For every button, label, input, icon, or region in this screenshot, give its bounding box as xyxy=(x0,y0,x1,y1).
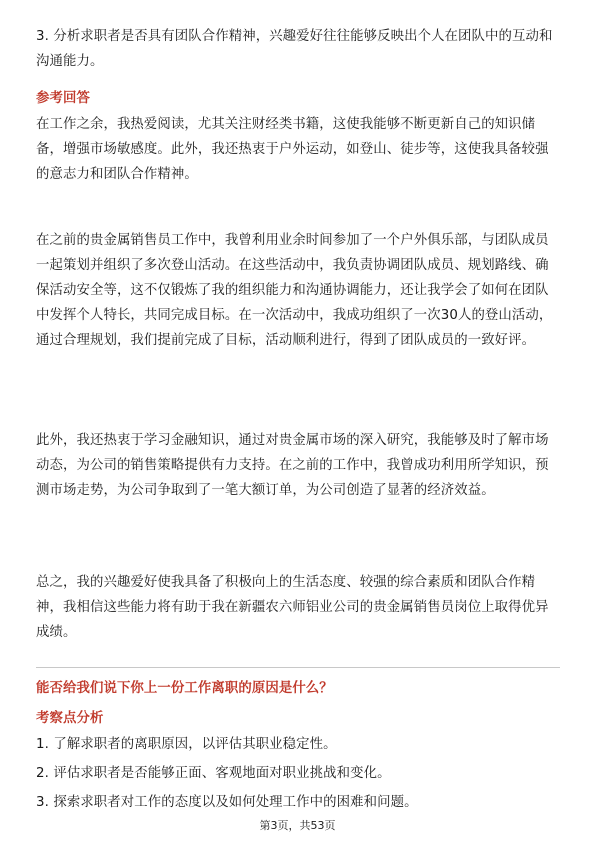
page-number: 第3页，共53页 xyxy=(259,819,336,832)
question-heading: 能否给我们说下你上一份工作离职的原因是什么？ xyxy=(36,681,333,696)
answer-paragraph-3: 此外，我还热衷于学习金融知识，通过对贵金属市场的深入研究，我能够及时了解市场动态，为公司的销售策略提供有力支持。在之前的工作中，我曾成功利用所学知识，预测市场走势，为公司争取到了一笔大额订单，为公司创造了显著的经济效益。 xyxy=(36,433,549,498)
answer-paragraph-1: 在工作之余，我热爱阅读，尤其关注财经类书籍，这使我能够不断更新自己的知识储备，增强市场敏感度。此外，我还热衷于户外运动，如登山、徒步等，这使我具备较强的意志力和团队合作精神。 xyxy=(36,117,549,182)
analysis-item: 3. 探索求职者对工作的态度以及如何处理工作中的困难和问题。 xyxy=(36,795,418,810)
analysis-item: 2. 评估求职者是否能够正面、客观地面对职业挑战和变化。 xyxy=(36,766,391,781)
analysis-item-3: 3. 分析求职者是否具有团队合作精神，兴趣爱好往往能够反映出个人在团队中的互动和沟通能力。 xyxy=(36,29,553,69)
analysis-heading: 考察点分析 xyxy=(36,711,104,726)
answer-heading: 参考回答 xyxy=(36,91,90,106)
answer-paragraph-4: 总之，我的兴趣爱好使我具备了积极向上的生活态度、较强的综合素质和团队合作精神，我相信这些能力将有助于我在新疆农六师铝业公司的贵金属销售员岗位上取得优异成绩。 xyxy=(36,575,549,640)
section-divider xyxy=(36,667,560,668)
answer-paragraph-2: 在之前的贵金属销售员工作中，我曾利用业余时间参加了一个户外俱乐部，与团队成员一起策划并组织了多次登山活动。在这些活动中，我负责协调团队成员、规划路线、确保活动安全等，这不仅锻炼了我的组织能力和沟通协调能力，还让我学会了如何在团队中发挥个人特长，共同完成目标。在一次活动中，我成功组织了一次30人的登山活动，通过合理规划，我们提前完成了目标，活动顺利进行，得到了团队成员的一致好评。 xyxy=(36,233,553,348)
analysis-item: 1. 了解求职者的离职原因，以评估其职业稳定性。 xyxy=(36,737,337,752)
